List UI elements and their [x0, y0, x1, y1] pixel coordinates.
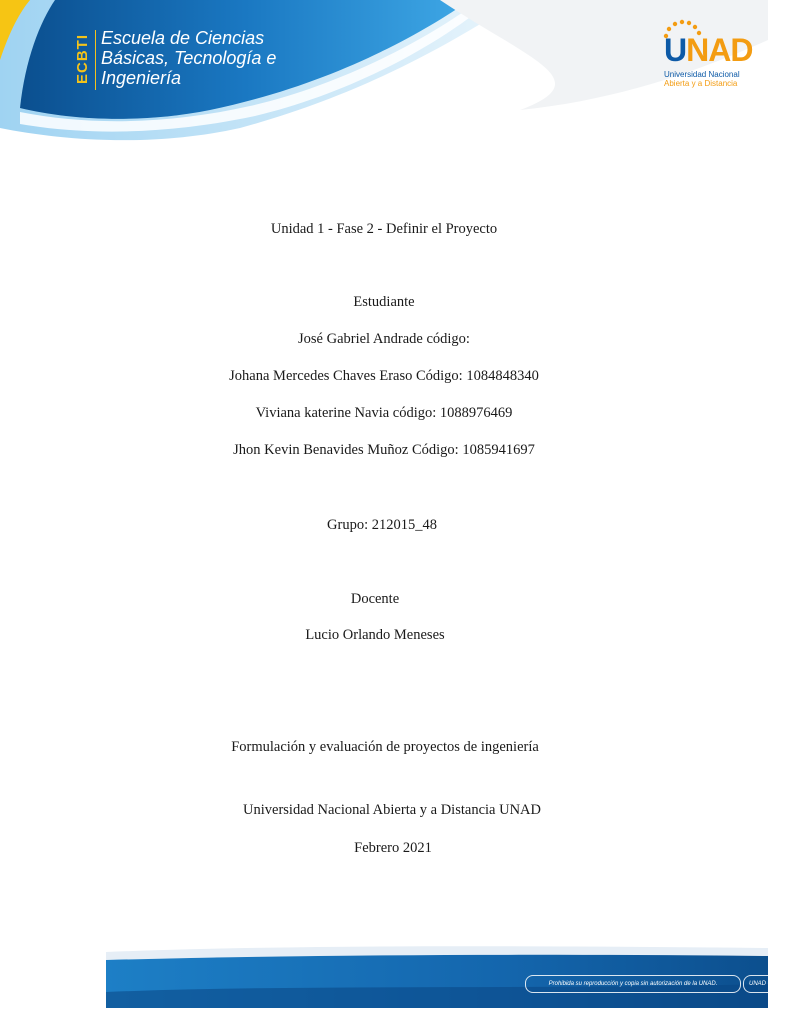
- student-name: Viviana katerine Navia código: 1088976469: [255, 405, 513, 421]
- logo-subtitle-line1: Universidad Nacional: [664, 70, 740, 79]
- footer-tag: UNAD C: [743, 975, 789, 993]
- school-name-line: Básicas, Tecnología e: [101, 48, 277, 68]
- logo-subtitle: [664, 70, 740, 88]
- school-name-line: Ingeniería: [101, 68, 182, 88]
- footer-banner: [106, 944, 773, 1008]
- school-name: [101, 28, 276, 88]
- ecbti-vertical-label: ECBTI: [74, 34, 91, 84]
- teacher-name: Lucio Orlando Meneses: [305, 627, 445, 643]
- copyright-notice: Prohibida su reproducción y copia sin autorización de la UNAD.: [525, 975, 741, 993]
- students-heading: Estudiante: [353, 294, 415, 310]
- document-title: Unidad 1 - Fase 2 - Definir el Proyecto: [270, 221, 498, 237]
- logo-nad: NAD: [686, 32, 753, 68]
- student-name: Jhon Kevin Benavides Muñoz Código: 1085941697: [233, 442, 535, 458]
- school-name-line: Escuela de Ciencias: [101, 28, 265, 48]
- student-name: Johana Mercedes Chaves Eraso Código: 1084848340: [229, 368, 539, 384]
- header-divider: [95, 30, 96, 90]
- logo-u: U: [664, 32, 687, 68]
- document-date: Febrero 2021: [354, 840, 432, 856]
- unad-logo: [660, 20, 753, 90]
- header-banner: [0, 0, 768, 150]
- student-name: José Gabriel Andrade código:: [298, 331, 470, 347]
- teacher-heading: Docente: [350, 591, 400, 607]
- course-name: Formulación y evaluación de proyectos de ingeniería: [231, 739, 539, 755]
- university-name: Universidad Nacional Abierta y a Distancia UNAD: [243, 802, 541, 818]
- logo-subtitle-line2: Abierta y a Distancia: [664, 79, 738, 88]
- group-number: Grupo: 212015_48: [327, 517, 437, 533]
- logo-wordmark: [664, 32, 752, 68]
